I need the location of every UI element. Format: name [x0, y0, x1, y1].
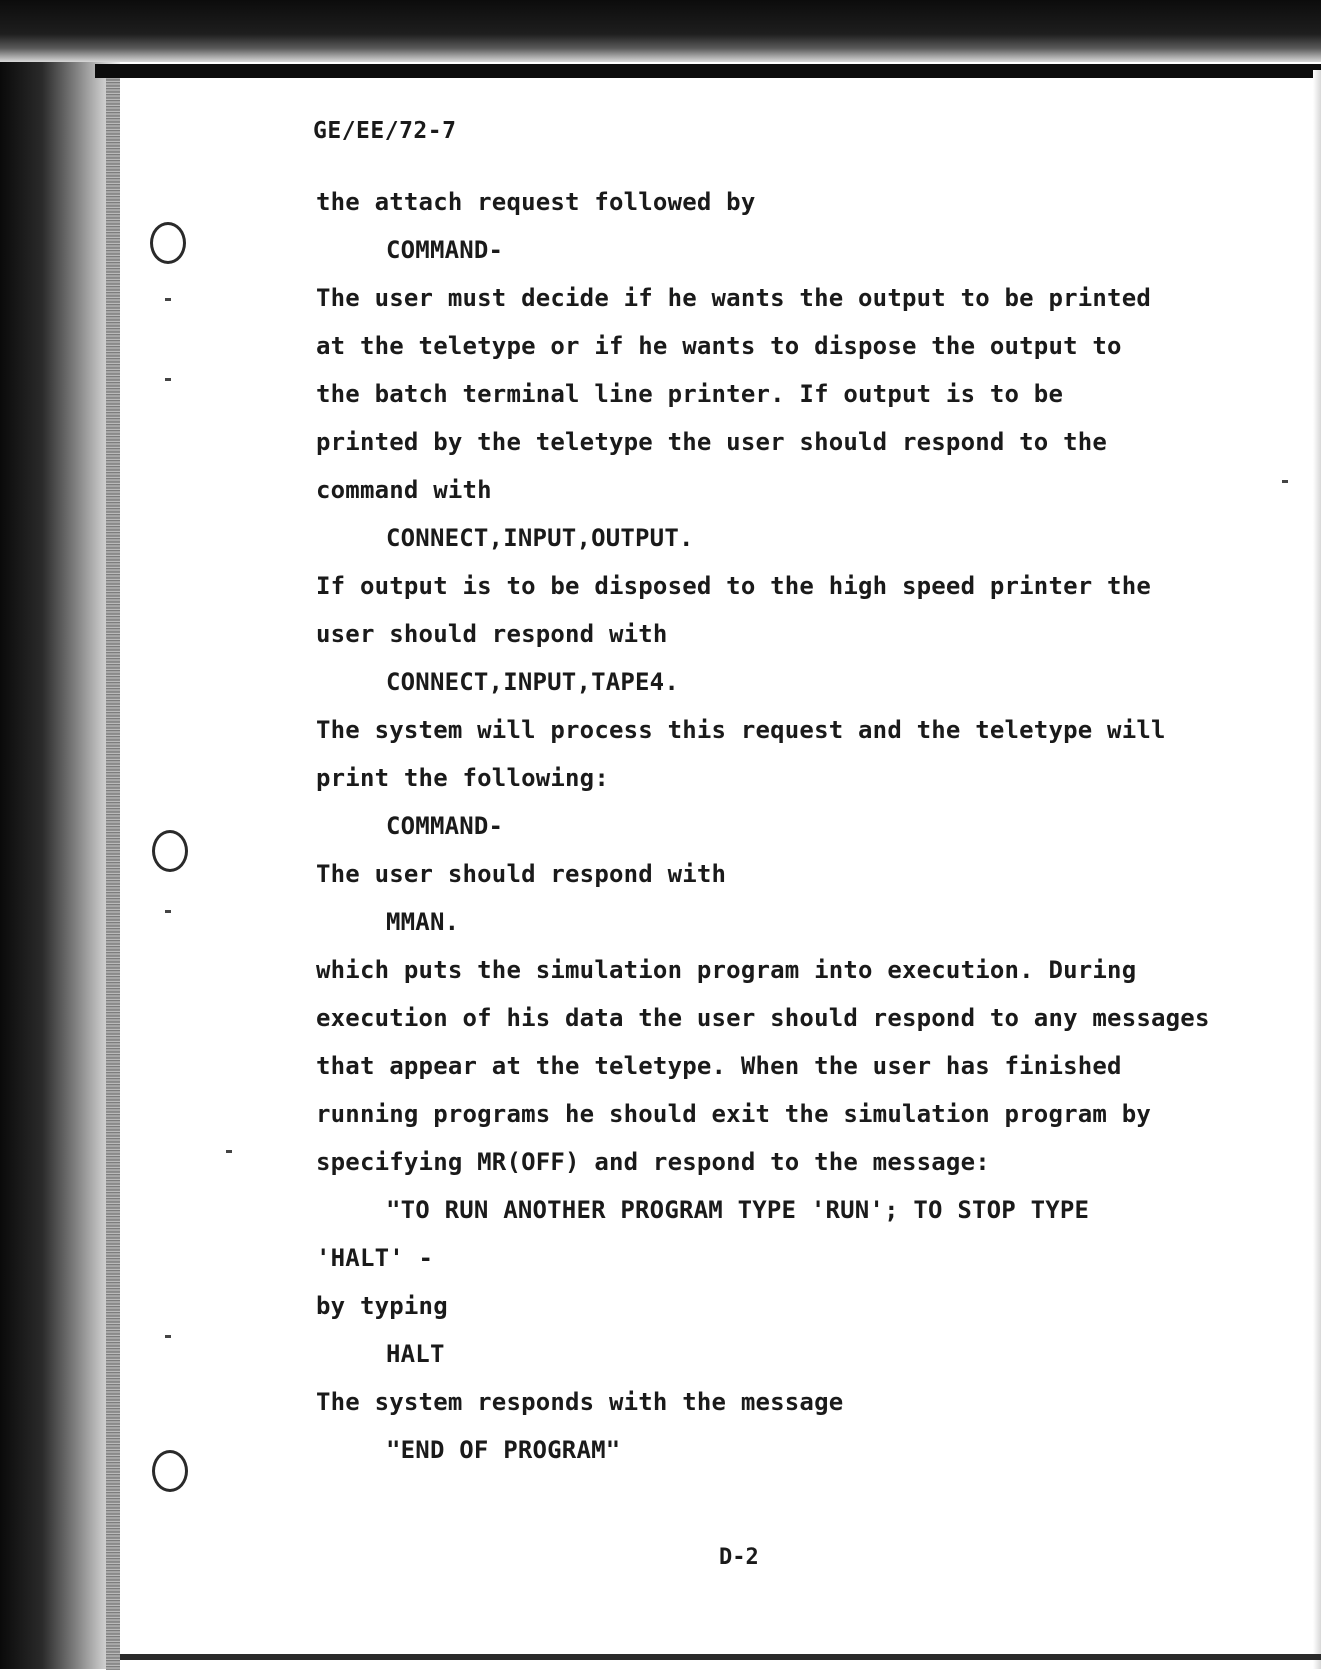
body-line: execution of his data the user should respond to any messages [316, 1004, 1210, 1032]
command-line: COMMAND- [386, 236, 504, 264]
command-line: COMMAND- [386, 812, 504, 840]
page-number: D-2 [719, 1545, 759, 1570]
body-line: The system will process this request and the teletype will [316, 716, 1166, 744]
body-line: command with [316, 476, 492, 504]
command-line: HALT [386, 1340, 445, 1368]
body-line: If output is to be disposed to the high speed printer the [316, 572, 1152, 600]
body-line: by typing [316, 1292, 448, 1320]
message-line: "END OF PROGRAM" [386, 1436, 621, 1464]
message-line: "TO RUN ANOTHER PROGRAM TYPE 'RUN'; TO STOP TYPE [386, 1196, 1090, 1224]
body-line: print the following: [316, 764, 609, 792]
body-line: printed by the teletype the user should respond to the [316, 428, 1108, 456]
body-line: the batch terminal line printer. If output is to be [316, 380, 1064, 408]
command-line: CONNECT,INPUT,TAPE4. [386, 668, 679, 696]
body-line: the attach request followed by [316, 188, 756, 216]
document-header-id: GE/EE/72-7 [313, 118, 457, 144]
body-line: user should respond with [316, 620, 668, 648]
command-line: MMAN. [386, 908, 460, 936]
body-line: The user should respond with [316, 860, 727, 888]
body-line: running programs he should exit the simulation program by [316, 1100, 1152, 1128]
body-line: that appear at the teletype. When the user has finished [316, 1052, 1122, 1080]
body-line: The system responds with the message [316, 1388, 844, 1416]
command-line: CONNECT,INPUT,OUTPUT. [386, 524, 694, 552]
body-line: The user must decide if he wants the output to be printed [316, 284, 1152, 312]
body-line: which puts the simulation program into execution. During [316, 956, 1137, 984]
body-line: at the teletype or if he wants to dispose the output to [316, 332, 1122, 360]
message-line: 'HALT' - [316, 1244, 434, 1272]
body-line: specifying MR(OFF) and respond to the message: [316, 1148, 990, 1176]
